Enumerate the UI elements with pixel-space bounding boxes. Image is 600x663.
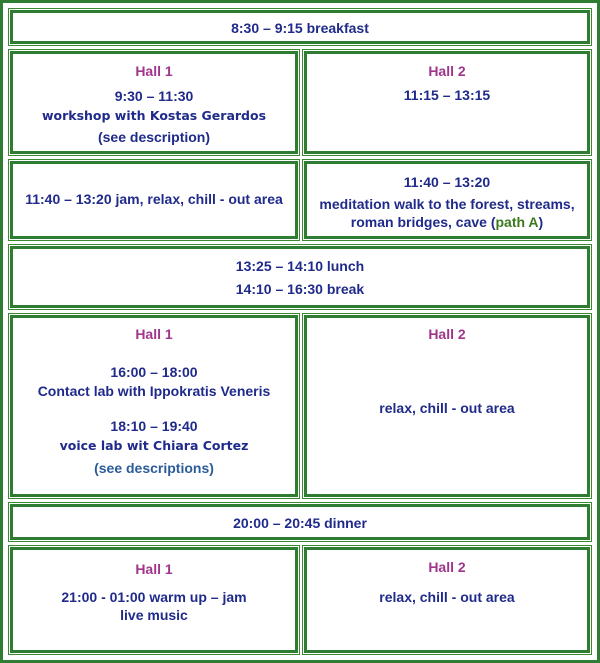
row7-hall2 <box>302 545 592 655</box>
dinner-text: 20:00 – 20:45 dinner <box>233 515 367 531</box>
row3-left <box>8 159 300 241</box>
hall-label: Hall 2 <box>428 326 466 342</box>
session-time: 11:40 – 13:20 <box>403 174 491 190</box>
session-time-1: 16:00 – 18:00 <box>110 364 198 380</box>
relax-text: relax, chill - out area <box>379 400 515 416</box>
row5-hall2 <box>302 313 592 499</box>
hall-label: Hall 1 <box>135 561 173 577</box>
row3-right <box>302 159 592 241</box>
meditation-line2-prefix: roman bridges, cave ( <box>350 214 496 230</box>
meditation-line1: meditation walk to the forest, streams, <box>319 196 575 212</box>
row2-hall2 <box>302 49 592 156</box>
hall-label: Hall 1 <box>135 326 173 342</box>
row7-hall1 <box>8 545 300 655</box>
hall-label: Hall 2 <box>428 63 466 79</box>
breakfast-text: 8:30 – 9:15 breakfast <box>231 20 369 36</box>
breakfast-row <box>8 8 592 46</box>
meditation-line2 <box>303 214 591 231</box>
hall-label: Hall 1 <box>135 63 173 79</box>
warmup-text: 21:00 - 01:00 warm up – jam <box>61 589 247 605</box>
see-descriptions-link[interactable]: (see descriptions) <box>94 460 214 476</box>
voice-lab-text: voice lab wit Chiara Cortez <box>59 438 249 453</box>
meditation-line2-suffix: ) <box>538 214 544 230</box>
row5-hall1 <box>8 313 300 499</box>
relax-text: relax, chill - out area <box>379 589 515 605</box>
path-a-label: path A <box>495 214 539 230</box>
live-music-text: live music <box>120 607 188 623</box>
session-time: 11:15 – 13:15 <box>403 87 491 103</box>
lunch-row <box>8 244 592 310</box>
row2-hall1 <box>8 49 300 156</box>
hall-label: Hall 2 <box>428 559 466 575</box>
dinner-row <box>8 502 592 542</box>
see-description-link[interactable]: (see description) <box>97 129 211 145</box>
session-time-2: 18:10 – 19:40 <box>110 418 198 434</box>
contact-lab-text: Contact lab with Ippokratis Veneris <box>37 383 271 399</box>
session-text: workshop with Kostas Gerardos <box>41 108 267 123</box>
session-time: 9:30 – 11:30 <box>114 88 194 104</box>
break-text: 14:10 – 16:30 break <box>235 281 365 297</box>
jam-text: 11:40 – 13:20 jam, relax, chill - out area <box>25 191 283 207</box>
lunch-text: 13:25 – 14:10 lunch <box>235 258 365 274</box>
